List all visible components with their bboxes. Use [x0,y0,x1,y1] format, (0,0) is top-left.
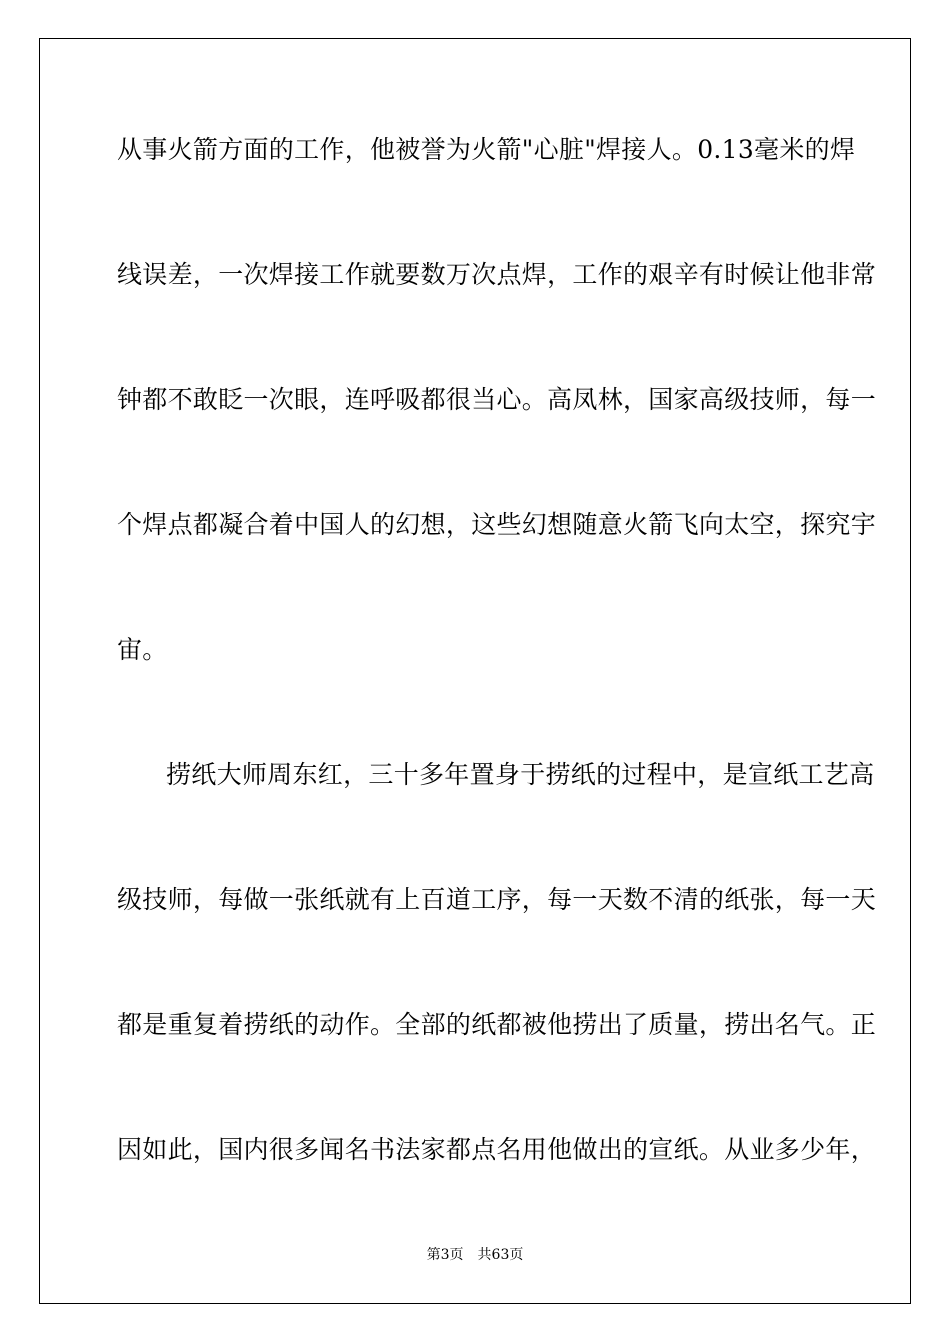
body-line-2: 线误差，一次焊接工作就要数万次点焊，工作的艰辛有时候让他非常 [117,260,877,289]
body-line-7: 级技师，每做一张纸就有上百道工序，每一天数不清的纸张，每一天 [117,885,877,914]
page-footer [0,1246,950,1264]
body-line-6: 捞纸大师周东红，三十多年置身于捞纸的过程中，是宣纸工艺高 [166,760,875,789]
body-line-4: 个焊点都凝合着中国人的幻想，这些幻想随意火箭飞向太空，探究宇 [117,510,877,539]
body-line-8: 都是重复着捞纸的动作。全部的纸都被他捞出了质量，捞出名气。正 [117,1010,877,1039]
page-total: 共63页 [477,1247,524,1263]
body-line-9: 因如此，国内很多闻名书法家都点名用他做出的宣纸。从业多少年， [117,1135,877,1164]
body-line-3: 钟都不敢眨一次眼，连呼吸都很当心。高凤林，国家高级技师，每一 [117,385,877,414]
page-number: 第3页 [426,1247,464,1263]
page-border [39,38,911,1304]
body-line-5: 宙。 [117,635,168,664]
body-line-1: 从事火箭方面的工作，他被誉为火箭"心脏"焊接人。0.13毫米的焊 [117,135,856,164]
